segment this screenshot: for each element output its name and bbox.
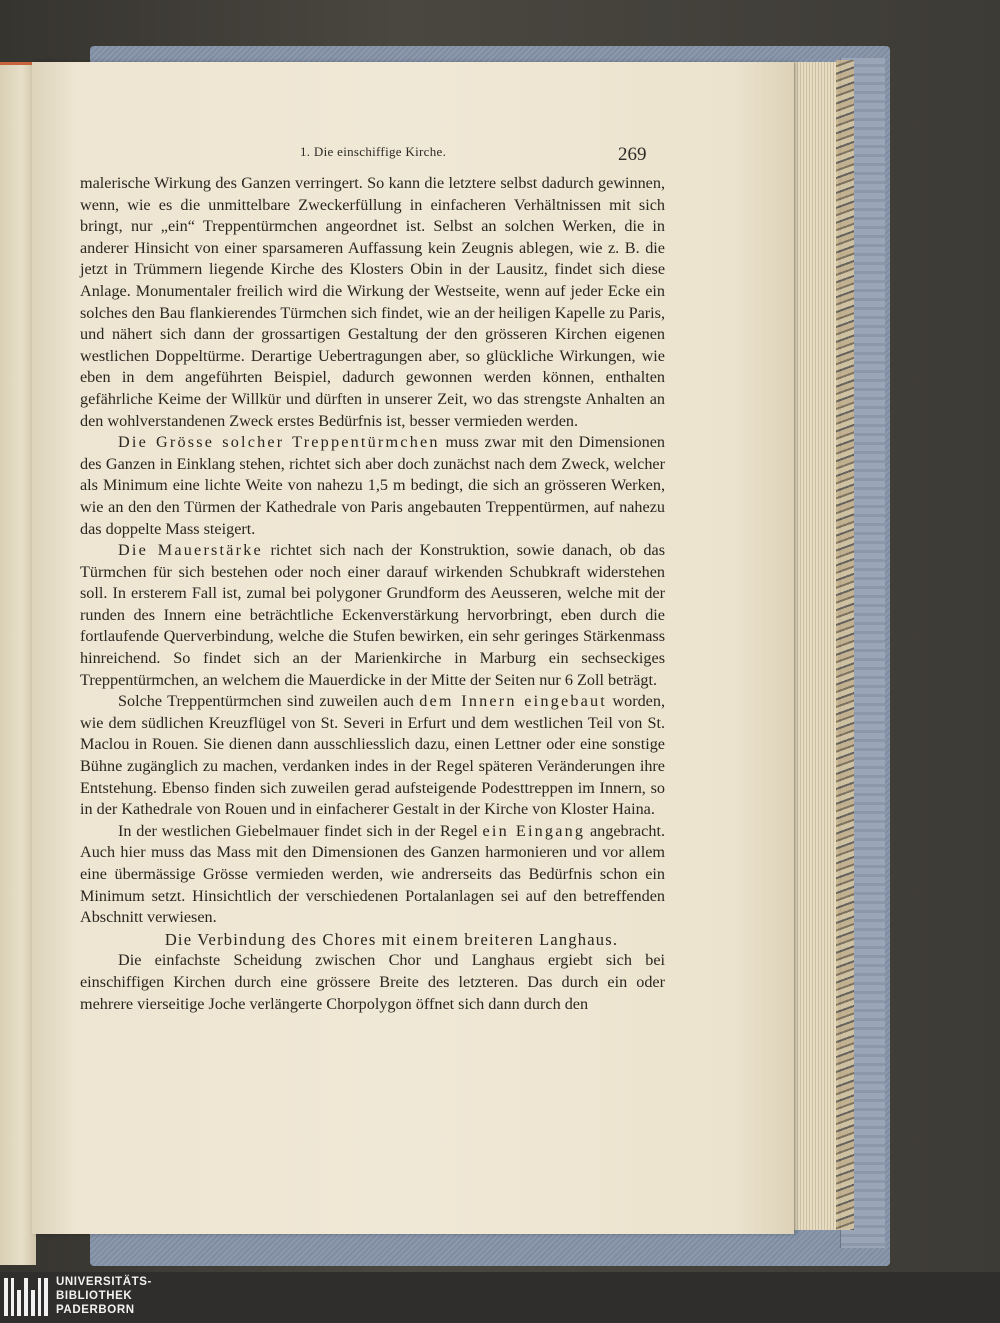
library-logo-text bbox=[56, 1275, 152, 1317]
paragraph-text: Die einfachste Scheidung zwischen Chor und Langhaus ergiebt sich bei einschiffigen Kirchen durch eine grössere Breite des letzteren. Das durch ein oder mehrere vierseitige Joche verlängerte Chorpolygon öffnet sich dann durch den bbox=[80, 951, 665, 1013]
left-page-edge bbox=[0, 62, 36, 1265]
emphasis-text: Die Grösse solcher Treppentürmchen bbox=[118, 433, 440, 452]
paragraph-3 bbox=[80, 540, 665, 691]
paragraph-text: malerische Wirkung des Ganzen verringert. So kann die letztere selbst dadurch gewinnen, wenn, wie es die unmittelbare Zweckerfüllung in einfacheren Verhältnissen mit sich bringt, nur „ein“ Treppentürmchen angeordnet ist. Selbst an solchen Werken, die in anderer Hinsicht von einer sparsameren Auffassung kein Zeugnis ablegen, wie z. B. die jetzt in Trümmern liegende Kirche des Klosters Obin in der Lausitz, findet sich diese Anlage. Monumentaler freilich wird die Wirkung der Westseite, wenn auf jeder Ecke ein solches den Bau flankierendes Türmchen sich findet, wie an der heiligen Kapelle zu Paris, und nähert sich dann der grossartigen Gestaltung der den grösseren Kirchen eigenen westlichen Doppeltürme. Derartige Uebertragungen aber, so glückliche Wirkungen, wie eben in dem angeführten Beispiel, dadurch gewonnen werden können, enthalten gefährliche Keime der Willkür und dürften in unserer Zeit, wo das strengste Anhalten an den wohlverstandenen Zweck erstes Bedürfnis ist, besser vermieden werden. bbox=[80, 174, 665, 430]
library-logo-icon bbox=[4, 1278, 48, 1318]
paragraph-1 bbox=[80, 173, 665, 432]
paragraph-text: Solche Treppentürmchen sind zuweilen auch bbox=[118, 692, 420, 711]
paragraph-text: richtet sich nach der Konstruktion, sowie danach, ob das Türmchen für sich bestehen oder noch einer darauf wirkenden Schubkraft widerstehen soll. In ersterem Fall ist, zumal bei polygoner Grundform des Aeusseren, welche mit der runden des Innern eine beträchtliche Eckenverstärkung hervorbringt, eben durch die fortlaufende Querverbindung, welche die Stufen bewirken, ein sehr geringes Stärkenmass hinreichend. So findet sich an der Marienkirche in Marburg ein sechseckiges Treppentürmchen, an welchem die Mauerdicke in der Mitte der Seiten nur 6 Zoll beträgt. bbox=[80, 541, 665, 689]
page-number: 269 bbox=[618, 144, 647, 165]
logo-line: UNIVERSITÄTS- bbox=[56, 1276, 152, 1288]
section-heading: Die Verbindung des Chores mit einem breiteren Langhaus. bbox=[164, 929, 619, 949]
logo-line: PADERBORN bbox=[56, 1304, 135, 1316]
paragraph-text: In der westlichen Giebelmauer findet sich in der Regel bbox=[118, 821, 483, 840]
body-text bbox=[80, 173, 665, 1015]
paragraph-text: worden, wie dem südlichen Kreuzflügel von St. Severi in Erfurt und dem westlichen Teil von St. Maclou in Rouen. Sie dienen dann ausschliesslich dazu, einen Lettner oder eine sonstige Bühne zugänglich zu machen, verdanken indes in der Regel späteren Veränderungen ihre Entstehung. Ebenso finden sich zuweilen gerad aufsteigende Podesttreppen im Innern, so in der Kathedrale von Rouen und in einfacherer Gestalt in der Kirche von Kloster Haina. bbox=[80, 692, 665, 819]
paragraph-text: angebracht. Auch hier muss das Mass mit den Dimensionen des Ganzen harmonieren und vor allem eine übermässige Grösse vermieden werden, wie andrerseits das Bedürfnis schon ein Minimum setzt. Hinsichtlich der verschiedenen Portalanlagen sei auf den betreffenden Abschnitt verwiesen. bbox=[80, 821, 665, 927]
paragraph-text: muss zwar mit den Dimensionen des Ganzen in Einklang stehen, richtet sich aber doch zunächst nach dem Zweck, welcher als Minimum eine lichte Weite von nahezu 1,5 m bedingt, die sich an grösseren Werken, wie an den den Türmen der Kathedrale von Paris angebauten Treppentürmen, auf nahezu das doppelte Mass steigert. bbox=[80, 433, 666, 538]
paragraph-2 bbox=[80, 432, 665, 540]
paragraph-5 bbox=[80, 821, 665, 929]
marbled-edge bbox=[836, 60, 854, 1230]
logo-line: BIBLIOTHEK bbox=[56, 1290, 133, 1302]
emphasis-text: Die Mauerstärke bbox=[118, 541, 263, 560]
emphasis-text: ein Eingang bbox=[482, 821, 586, 840]
running-head: 1. Die einschiffige Kirche. bbox=[300, 144, 447, 159]
emphasis-text: dem Innern eingebaut bbox=[419, 692, 608, 711]
paragraph-4 bbox=[80, 691, 665, 821]
paragraph-6 bbox=[80, 950, 665, 1015]
